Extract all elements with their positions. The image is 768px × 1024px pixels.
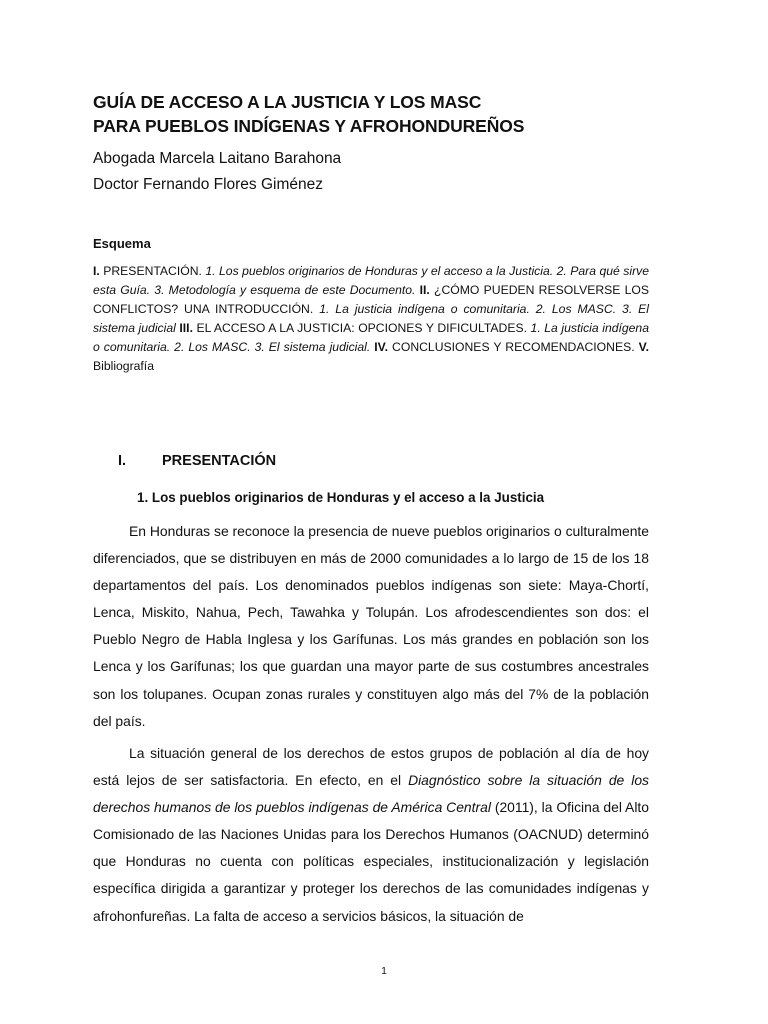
esquema-body [93,262,649,376]
text-run: IV. [374,340,389,354]
text-run: En Honduras se reconoce la presencia de nueve pueblos originarios o culturalmente diferenciados, que se distribuyen en más de 2000 comunidades a lo largo de 15 de los 18 departamentos del país. Los denominados pueblos indígenas son siete: Maya-Chortí, Lenca, Miskito, Nahua, Pech, Tawahka y Tolupán. Los afrodescendientes son dos: el Pueblo Negro de Habla Inglesa y los Garífunas. Los más grandes en población son los Lenca y los Garífunas; los que guardan una mayor parte de sus costumbres ancestrales son los tolupanes. Ocupan zonas rurales y constituyen algo más del 7% de la población del país. [93,523,649,729]
text-run: Bibliografía [93,359,154,373]
text-run: ¿CÓMO PUEDEN RESOLVERSE LOS CONFLICTOS? UNA INTRODUCCIÓN. [93,283,649,316]
page-number: 1 [381,966,387,977]
title-line-2: PARA PUEBLOS INDÍGENAS Y AFROHONDUREÑOS [93,116,525,136]
text-run: III. [179,321,193,335]
section-title: PRESENTACIÓN [162,453,277,469]
text-run: (2011), la Oficina del Alto Comisionado de las Naciones Unidas para los Derechos Humanos (OACNUD) determinó que Honduras no cuenta con políticas especiales, institucionalización y legislación específica dirigida a garantizar y proteger los derechos de las comunidades indígenas y afrohonfureñas. La falta de acceso a servicios básicos, la situación de [93,799,649,924]
text-run: V. [638,340,650,354]
text-run: I. [93,264,100,278]
text-run: EL ACCESO A LA JUSTICIA: OPCIONES Y DIFICULTADES. [192,321,531,335]
text-run: 1. La justicia indígena o comunitaria. 2. Los MASC. 3. El sistema judicial. [93,321,649,354]
text-run: 1. La justicia indígena o comunitaria. 2. Los MASC. 3. El sistema judicial [93,302,649,335]
title-line-1: GUÍA DE ACCESO A LA JUSTICIA Y LOS MASC [93,92,482,112]
text-run: CONCLUSIONES Y RECOMENDACIONES. [388,340,639,354]
text-run: PRESENTACIÓN. [99,264,206,278]
document-title [93,90,693,138]
paragraph-1 [93,518,649,735]
subsection-title: 1. Los pueblos originarios de Honduras y el acceso a la Justicia [137,490,545,505]
author-1: Abogada Marcela Laitano Barahona [93,150,342,167]
paragraph-2 [93,740,649,930]
text-run: Diagnóstico sobre la situación de los derechos humanos de los pueblos indígenas de América Central [93,772,649,816]
text-run: La situación general de los derechos de estos grupos de población al día de hoy está lejos de ser satisfactoria. En efecto, en el [93,745,649,789]
author-2: Doctor Fernando Flores Giménez [93,176,324,193]
section-number: I. [118,453,127,469]
esquema-heading: Esquema [93,236,151,251]
text-run: 1. Los pueblos originarios de Honduras y el acceso a la Justicia. 2. Para qué sirve esta Guía. 3. Metodología y esquema de este Documento. [93,264,649,297]
text-run: II. [419,283,430,297]
